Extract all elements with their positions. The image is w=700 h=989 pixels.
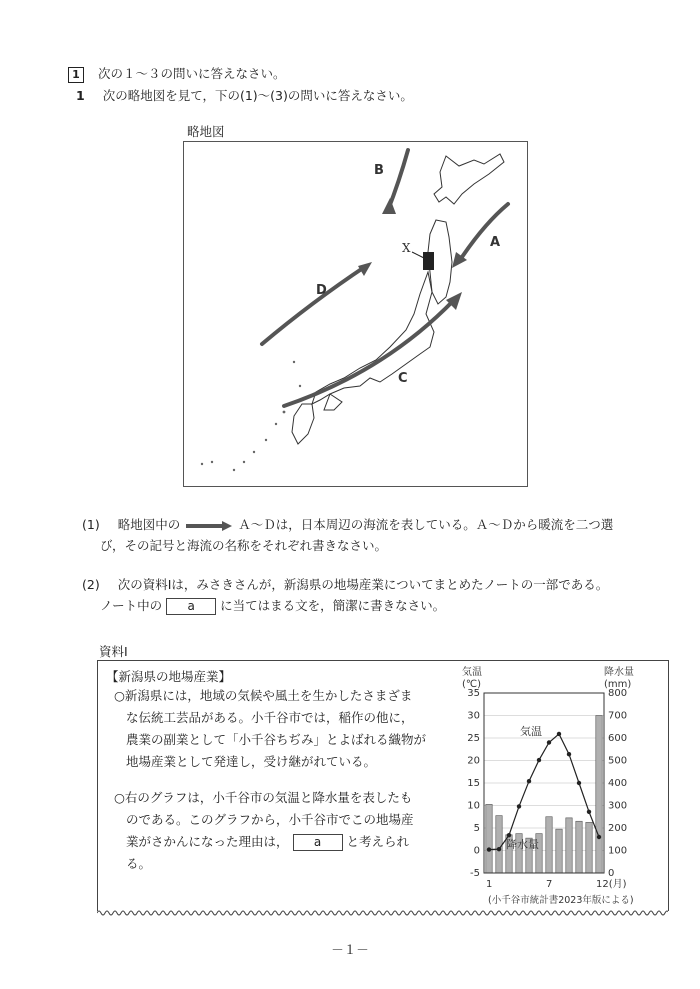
current-c-arrow	[284, 300, 454, 406]
question-2	[82, 574, 672, 616]
p1-line: 農業の副業として「小千谷ちぢみ」とよばれる織物が	[126, 732, 427, 747]
month-tick-label: 12(月)	[596, 879, 627, 890]
map-label-x: X	[402, 241, 411, 255]
material-panel	[97, 660, 669, 911]
month-tick-label: 1	[486, 879, 493, 890]
temp-line	[487, 732, 601, 852]
temp-point	[547, 740, 551, 744]
temp-series-label: 気温	[520, 725, 542, 738]
p2-line	[114, 831, 414, 853]
p2-text: 業がさかんになった理由は，	[126, 834, 289, 849]
p1-line: ○新潟県には，地域の気候や風土を生かしたさまざま	[114, 688, 413, 703]
temp-tick-label: 5	[473, 823, 480, 834]
question-2-number: (2)	[82, 577, 100, 592]
p2-text: と考えられ	[346, 834, 410, 849]
current-arrow-symbol	[184, 521, 234, 531]
niigata-region-marker	[423, 252, 434, 270]
p1-line: 地場産業として発達し，受け継がれている。	[126, 754, 377, 769]
material-paragraph-1	[114, 685, 426, 773]
month-tick-label: 7	[546, 879, 553, 890]
precip-tick-label: 400	[608, 778, 628, 789]
precip-axis-unit: (mm)	[604, 679, 632, 690]
question-2-text-a: 次の資料Ⅰは，みさきさんが，新潟県の地場産業についてまとめたノートの一部である。	[117, 577, 609, 592]
precip-bar	[576, 821, 582, 873]
temp-axis-title: 気温	[462, 667, 482, 678]
temp-tick-label: 35	[467, 688, 480, 699]
temp-point	[487, 847, 491, 851]
question-instruction: 次の１～３の問いに答えなさい。	[97, 66, 286, 81]
temp-point	[557, 732, 561, 736]
page-number: －１－	[331, 942, 369, 957]
material-paragraph-2	[114, 787, 414, 875]
japan-sketch-map	[183, 141, 528, 487]
temp-point	[527, 779, 531, 783]
precip-tick-label: 800	[608, 688, 628, 699]
temp-tick-label: 15	[467, 778, 480, 789]
map-label-a: A	[490, 235, 501, 250]
temp-point	[497, 847, 501, 851]
temp-point	[567, 752, 571, 756]
p2-line: のである。このグラフから，小千谷市でこの地場産	[126, 812, 414, 827]
precip-axis-title: 降水量	[604, 667, 634, 678]
temp-tick-label: 20	[467, 755, 480, 767]
precip-bars	[486, 716, 602, 874]
p2-line: ○右のグラフは，小千谷市の気温と降水量を表したも	[114, 790, 413, 805]
current-a-arrow	[460, 204, 508, 260]
temp-point	[517, 804, 521, 808]
question-1-text-c: び，その記号と海流の名称をそれぞれ書きなさい。	[100, 538, 388, 553]
blank-a-box: a	[293, 834, 343, 851]
niigata-leader-line	[412, 252, 424, 258]
p1-line: な伝統工芸品がある。小千谷市では，稲作の他に，	[126, 710, 414, 725]
precip-series-label: 降水量	[506, 838, 539, 851]
temp-point	[537, 758, 541, 762]
precip-tick-label: 100	[608, 845, 628, 857]
temp-point	[587, 810, 591, 814]
temp-tick-label: 10	[467, 800, 480, 812]
sub-question-number: 1	[76, 88, 85, 103]
temp-point	[597, 835, 601, 839]
temp-axis-unit: (℃)	[462, 679, 482, 690]
temp-axis-ticks	[467, 688, 480, 879]
temp-tick-label: 0	[473, 845, 480, 857]
question-2-text-c: に当てはまる文を，簡潔に書きなさい。	[220, 598, 446, 613]
japan-outline	[292, 154, 504, 444]
question-1-number: (1)	[82, 517, 100, 532]
precip-tick-label: 300	[608, 800, 628, 812]
p2-line: る。	[126, 856, 152, 871]
sub-question-header	[76, 86, 413, 104]
blank-a-box: a	[166, 598, 216, 615]
map-label-d: D	[316, 283, 327, 298]
material-bottom-edge	[97, 908, 668, 918]
chart-source: (小千谷市統計書2023年版による)	[488, 895, 634, 906]
precip-bar	[496, 816, 502, 873]
precip-tick-label: 700	[608, 710, 628, 722]
ocean-currents	[262, 150, 508, 406]
precip-bar	[566, 818, 572, 873]
precip-tick-label: 500	[608, 755, 628, 767]
map-label-c: C	[398, 371, 408, 386]
precip-tick-label: 0	[608, 868, 615, 879]
precip-axis-ticks	[608, 688, 627, 879]
question-number-box: 1	[68, 67, 84, 83]
map-caption: 略地図	[187, 124, 225, 139]
material-heading: 【新潟県の地場産業】	[106, 669, 232, 684]
sub-question-instruction: 次の略地図を見て，下の(1)～(3)の問いに答えなさい。	[102, 88, 413, 103]
current-d-arrow	[262, 266, 366, 344]
precip-bar	[486, 804, 492, 873]
map-label-b: B	[374, 163, 384, 178]
temp-point	[507, 833, 511, 837]
southern-islands	[201, 361, 301, 471]
question-header	[68, 64, 286, 83]
question-1-text-b: Ａ～Ｄは，日本周辺の海流を表している。Ａ～Ｄから暖流を二つ選	[238, 517, 614, 532]
climate-chart	[454, 663, 664, 909]
question-2-text-b: ノート中の	[100, 598, 163, 613]
precip-tick-label: 200	[608, 823, 628, 834]
temp-tick-label: -5	[470, 868, 480, 879]
temp-tick-label: 25	[467, 733, 480, 744]
precip-tick-label: 600	[608, 733, 628, 744]
precip-bar	[556, 829, 562, 873]
question-1-text-a: 略地図中の	[117, 517, 181, 532]
question-1	[82, 514, 662, 556]
temp-tick-label: 30	[467, 710, 480, 722]
precip-bar	[596, 716, 602, 874]
x-axis-ticks	[486, 878, 627, 890]
precip-bar	[546, 817, 552, 873]
temp-point	[577, 781, 581, 785]
map-drawing	[184, 142, 527, 486]
precip-bar	[586, 822, 592, 873]
material-label: 資料Ⅰ	[99, 644, 128, 659]
